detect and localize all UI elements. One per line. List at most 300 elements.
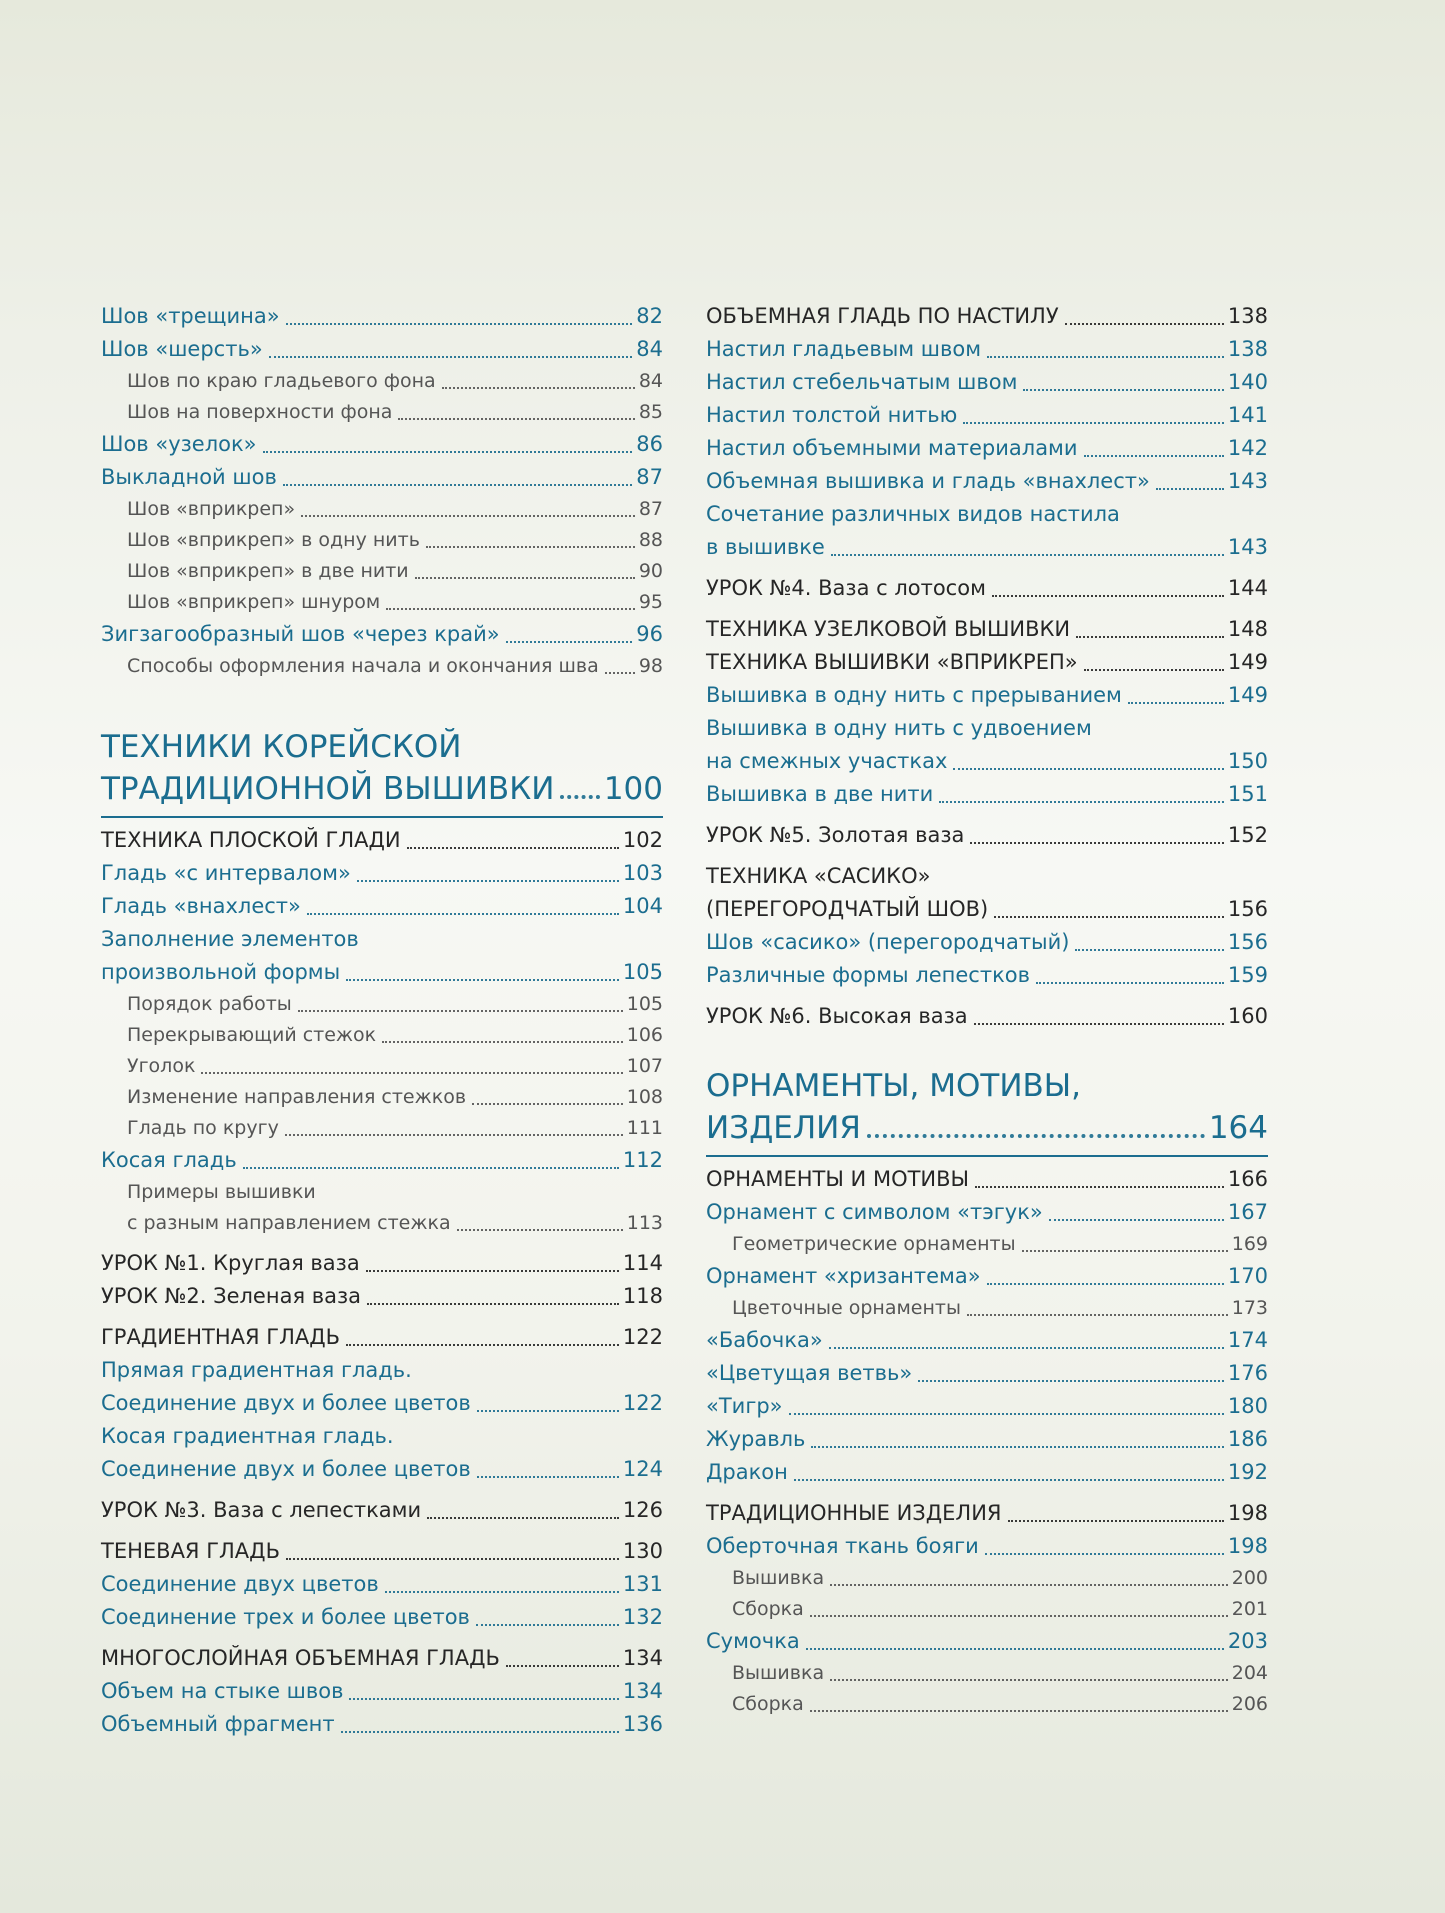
toc-subentry[interactable] — [101, 556, 663, 587]
entry-title: Объемный фрагмент — [101, 1712, 335, 1736]
page-number: 149 — [1227, 683, 1268, 707]
toc-subentry[interactable] — [706, 1563, 1268, 1594]
leader-dots — [1022, 1250, 1228, 1252]
toc-entry[interactable] — [706, 926, 1268, 959]
toc-lesson-entry[interactable] — [101, 1494, 663, 1527]
entry-title: ТЕХНИКА ПЛОСКОЙ ГЛАДИ — [101, 828, 401, 852]
entry-title: ТРАДИЦИОННЫЕ ИЗДЕЛИЯ — [706, 1501, 1002, 1525]
toc-entry[interactable] — [706, 679, 1268, 712]
page-number: 105 — [626, 993, 663, 1015]
entry-title: УРОК №3. Ваза с лепестками — [101, 1498, 422, 1522]
toc-caps-entry[interactable] — [101, 1642, 663, 1675]
toc-entry[interactable] — [101, 857, 663, 890]
page-number: 105 — [622, 960, 663, 984]
leader-dots — [963, 422, 1224, 424]
section-heading-line: ТЕХНИКИ КОРЕЙСКОЙ — [101, 729, 462, 765]
leader-dots — [1156, 488, 1224, 490]
leader-dots — [830, 1679, 1228, 1681]
leader-dots — [367, 1303, 619, 1305]
entry-title: Сумочка — [706, 1629, 800, 1653]
entry-title: Выкладной шов — [101, 465, 277, 489]
entry-title: в вышивке — [706, 535, 825, 559]
entry-title: Косая гладь — [101, 1148, 237, 1172]
toc-subentry[interactable] — [101, 494, 663, 525]
toc-group — [706, 1196, 1268, 1489]
leader-dots — [1084, 455, 1224, 457]
page-number: 111 — [626, 1117, 663, 1139]
toc-group — [706, 926, 1268, 992]
entry-title: УРОК №4. Ваза с лотосом — [706, 576, 986, 600]
entry-title: Орнамент «хризантема» — [706, 1264, 981, 1288]
toc-entry[interactable] — [706, 1390, 1268, 1423]
toc-subentry[interactable] — [101, 651, 663, 682]
entry-title: Соединение двух и более цветов — [101, 1391, 471, 1415]
section-heading — [706, 1065, 1268, 1149]
entry-title-line[interactable]: Примеры вышивки — [127, 1181, 316, 1203]
entry-title: МНОГОСЛОЙНАЯ ОБЪЕМНАЯ ГЛАДЬ — [101, 1646, 500, 1670]
leader-dots — [985, 1553, 1224, 1555]
entry-title: Геометрические орнаменты — [732, 1233, 1016, 1255]
leader-dots — [1065, 323, 1224, 325]
page-number: 131 — [622, 1572, 663, 1596]
page-number: 85 — [638, 401, 663, 423]
page-number: 138 — [1227, 304, 1268, 328]
entry-title: Вышивка в две нити — [706, 782, 934, 806]
entry-title: Дракон — [706, 1460, 788, 1484]
leader-dots — [975, 1186, 1224, 1188]
leader-dots — [830, 1584, 1228, 1586]
leader-dots — [974, 1023, 1224, 1025]
toc-entry[interactable] — [101, 461, 663, 494]
page-number: 95 — [638, 591, 663, 613]
toc-subentry[interactable] — [101, 1208, 663, 1239]
page-number: 86 — [636, 432, 663, 456]
leader-dots — [286, 323, 633, 325]
page-number: 87 — [638, 498, 663, 520]
section-heading-title: ТРАДИЦИОННОЙ ВЫШИВКИ — [101, 771, 555, 807]
entry-title: Шов «вприкреп» в две нити — [127, 560, 409, 582]
entry-title-line[interactable]: Прямая градиентная гладь. — [101, 1358, 412, 1382]
toc-subentry[interactable] — [706, 1229, 1268, 1260]
toc-entry[interactable] — [101, 1601, 663, 1634]
toc-entry[interactable] — [706, 1357, 1268, 1390]
leader-dots — [953, 768, 1224, 770]
toc-entry[interactable] — [101, 1708, 663, 1741]
page-number: 106 — [626, 1024, 663, 1046]
page-number: 124 — [622, 1457, 663, 1481]
entry-title: Шов на поверхности фона — [127, 401, 393, 423]
leader-dots — [1023, 389, 1223, 391]
page-number: 138 — [1227, 337, 1268, 361]
entry-title: Вышивка — [732, 1662, 825, 1684]
leader-dots — [283, 484, 632, 486]
toc-subentry[interactable] — [101, 587, 663, 618]
toc-subentry[interactable] — [101, 989, 663, 1020]
leader-dots — [1075, 949, 1223, 951]
toc-entry[interactable] — [706, 432, 1268, 465]
toc-group — [101, 1675, 663, 1741]
page-number: 113 — [626, 1212, 663, 1234]
entry-title: Перекрывающий стежок — [127, 1024, 377, 1046]
toc-entry[interactable] — [706, 778, 1268, 811]
leader-dots — [1128, 702, 1224, 704]
entry-title: Порядок работы — [127, 993, 292, 1015]
page-number: 159 — [1227, 963, 1268, 987]
leader-dots — [918, 1380, 1224, 1382]
page-number: 126 — [622, 1498, 663, 1522]
entry-title: ОРНАМЕНТЫ И МОТИВЫ — [706, 1167, 970, 1191]
leader-dots — [1036, 982, 1224, 984]
leader-dots — [560, 795, 599, 799]
toc-lesson-entry[interactable] — [706, 572, 1268, 605]
toc-subentry[interactable] — [101, 1051, 663, 1082]
entry-title: Шов «шерсть» — [101, 337, 263, 361]
page-number: 88 — [638, 529, 663, 551]
leader-dots — [605, 672, 635, 674]
entry-title: Гладь «с интервалом» — [101, 861, 351, 885]
page-number: 198 — [1227, 1534, 1268, 1558]
toc-caps-entry[interactable] — [706, 1497, 1268, 1530]
entry-title: ОБЪЕМНАЯ ГЛАДЬ ПО НАСТИЛУ — [706, 304, 1059, 328]
section-heading — [101, 726, 663, 810]
entry-title: «Цветущая ветвь» — [706, 1361, 913, 1385]
page-number: 203 — [1227, 1629, 1268, 1653]
entry-title: Различные формы лепестков — [706, 963, 1030, 987]
page-number: 200 — [1231, 1567, 1268, 1589]
toc-subentry[interactable] — [101, 1082, 663, 1113]
page-number: 132 — [622, 1605, 663, 1629]
leader-dots — [789, 1413, 1224, 1415]
leader-dots — [506, 1665, 619, 1667]
page-number: 140 — [1227, 370, 1268, 394]
divider-rule — [101, 816, 663, 818]
toc-caps-entry[interactable] — [706, 1163, 1268, 1196]
leader-dots — [301, 515, 635, 517]
entry-title: УРОК №1. Круглая ваза — [101, 1251, 360, 1275]
page-number: 122 — [622, 1325, 663, 1349]
entry-title: Шов «вприкреп» — [127, 498, 296, 520]
section-heading-entry[interactable] — [706, 1107, 1268, 1149]
toc-entry[interactable] — [101, 428, 663, 461]
toc-caps-entry[interactable] — [706, 300, 1268, 333]
toc-subentry[interactable] — [706, 1658, 1268, 1689]
leader-dots — [386, 608, 635, 610]
divider-rule — [706, 1155, 1268, 1157]
section-heading-line: ОРНАМЕНТЫ, МОТИВЫ, — [706, 1068, 1081, 1104]
page-number: 136 — [622, 1712, 663, 1736]
toc-subentry[interactable] — [101, 397, 663, 428]
leader-dots — [285, 1134, 623, 1136]
toc-group — [101, 300, 663, 682]
entry-title: Уголок — [127, 1055, 196, 1077]
entry-title: Гладь по кругу — [127, 1117, 279, 1139]
toc-subentry[interactable] — [706, 1594, 1268, 1625]
leader-dots — [407, 847, 619, 849]
entry-title: Шов «трещина» — [101, 304, 280, 328]
entry-title: Цветочные орнаменты — [732, 1297, 961, 1319]
entry-title: (ПЕРЕГОРОДЧАТЫЙ ШОВ) — [706, 897, 989, 921]
toc-subentry[interactable] — [706, 1689, 1268, 1720]
page-number: 180 — [1227, 1394, 1268, 1418]
entry-title: на смежных участках — [706, 749, 948, 773]
leader-dots — [349, 1698, 618, 1700]
leader-dots — [970, 842, 1224, 844]
page-number: 167 — [1227, 1200, 1268, 1224]
toc-entry[interactable] — [101, 1387, 663, 1420]
entry-title: Вышивка в одну нить с прерыванием — [706, 683, 1122, 707]
entry-title: Объем на стыке швов — [101, 1679, 344, 1703]
leader-dots — [243, 1167, 619, 1169]
leader-dots — [810, 1710, 1228, 1712]
entry-title: ТЕХНИКА УЗЕЛКОВОЙ ВЫШИВКИ — [706, 617, 1071, 641]
toc-entry[interactable] — [101, 300, 663, 333]
leader-dots — [477, 1476, 619, 1478]
entry-title: Настил гладьевым швом — [706, 337, 982, 361]
entry-title: Соединение трех и более цветов — [101, 1605, 470, 1629]
page-number: 100 — [603, 771, 663, 807]
toc-group — [706, 333, 1268, 498]
toc-entry[interactable] — [706, 1423, 1268, 1456]
page-number: 96 — [636, 622, 663, 646]
toc-subentry[interactable] — [101, 525, 663, 556]
page-number: 143 — [1227, 535, 1268, 559]
entry-title: Соединение двух цветов — [101, 1572, 379, 1596]
entry-title: ГРАДИЕНТНАЯ ГЛАДЬ — [101, 1325, 341, 1349]
toc-entry[interactable] — [706, 1456, 1268, 1489]
toc-lesson-entry[interactable] — [101, 1280, 663, 1313]
leader-dots — [346, 1344, 619, 1346]
leader-dots — [415, 577, 635, 579]
toc-entry[interactable] — [706, 959, 1268, 992]
page-number: 141 — [1227, 403, 1268, 427]
toc-entry[interactable] — [706, 1530, 1268, 1563]
toc-entry[interactable] — [706, 745, 1268, 778]
page-number: 118 — [622, 1284, 663, 1308]
page-number: 87 — [636, 465, 663, 489]
page-number: 169 — [1231, 1233, 1268, 1255]
toc-entry[interactable] — [706, 1324, 1268, 1357]
leader-dots — [867, 1134, 1205, 1138]
entry-title: Настил объемными материалами — [706, 436, 1078, 460]
toc-entry[interactable] — [101, 1675, 663, 1708]
entry-title-line[interactable]: ТЕХНИКА «САСИКО» — [706, 864, 931, 888]
toc-entry[interactable] — [101, 1453, 663, 1486]
toc-subentry[interactable] — [101, 1113, 663, 1144]
page-number: 84 — [638, 370, 663, 392]
page-number: 151 — [1227, 782, 1268, 806]
section-heading-title: ИЗДЕЛИЯ — [706, 1110, 861, 1146]
leader-dots — [382, 1041, 623, 1043]
page-number: 102 — [622, 828, 663, 852]
entry-title: УРОК №6. Высокая ваза — [706, 1004, 968, 1028]
entry-title: Вышивка — [732, 1567, 825, 1589]
entry-title: Изменение направления стежков — [127, 1086, 467, 1108]
leader-dots — [346, 979, 619, 981]
page-number: 174 — [1227, 1328, 1268, 1352]
page-number: 90 — [638, 560, 663, 582]
page-number: 148 — [1227, 617, 1268, 641]
leader-dots — [341, 1731, 619, 1733]
toc-entry[interactable] — [101, 890, 663, 923]
toc-entry[interactable] — [101, 333, 663, 366]
leader-dots — [426, 546, 635, 548]
page-number: 186 — [1227, 1427, 1268, 1451]
page-number: 176 — [1227, 1361, 1268, 1385]
page-number: 192 — [1227, 1460, 1268, 1484]
toc-entry[interactable] — [706, 333, 1268, 366]
page-number: 149 — [1227, 650, 1268, 674]
toc-entry[interactable] — [706, 1196, 1268, 1229]
leader-dots — [811, 1446, 1223, 1448]
leader-dots — [831, 554, 1224, 556]
leader-dots — [357, 880, 619, 882]
page-number: 170 — [1227, 1264, 1268, 1288]
leader-dots — [427, 1517, 619, 1519]
page-number: 143 — [1227, 469, 1268, 493]
page-number: 164 — [1208, 1110, 1268, 1146]
leader-dots — [1084, 669, 1224, 671]
leader-dots — [477, 1410, 619, 1412]
leader-dots — [269, 356, 633, 358]
leader-dots — [967, 1314, 1228, 1316]
entry-title: «Тигр» — [706, 1394, 783, 1418]
toc-lesson-entry[interactable] — [706, 1000, 1268, 1033]
entry-title: Журавль — [706, 1427, 806, 1451]
leader-dots — [987, 356, 1224, 358]
leader-dots — [366, 1270, 619, 1272]
page-number: 156 — [1227, 930, 1268, 954]
toc-entry[interactable] — [706, 366, 1268, 399]
leader-dots — [472, 1103, 623, 1105]
entry-title: Настил стебельчатым швом — [706, 370, 1018, 394]
leader-dots — [385, 1591, 619, 1593]
entry-title: ТЕХНИКА ВЫШИВКИ «ВПРИКРЕП» — [706, 650, 1078, 674]
page-number: 114 — [622, 1251, 663, 1275]
page-number: 204 — [1231, 1662, 1268, 1684]
entry-title: Настил толстой нитью — [706, 403, 958, 427]
leader-dots — [794, 1479, 1224, 1481]
toc-subentry[interactable] — [101, 1020, 663, 1051]
page-number: 134 — [622, 1679, 663, 1703]
page-number: 122 — [622, 1391, 663, 1415]
toc-lesson-entry[interactable] — [706, 819, 1268, 852]
toc-group — [101, 1247, 663, 1313]
leader-dots — [994, 916, 1224, 918]
page-number: 84 — [636, 337, 663, 361]
toc-subentry[interactable] — [706, 1293, 1268, 1324]
leader-dots — [298, 1010, 623, 1012]
toc-caps-entry[interactable] — [101, 824, 663, 857]
leader-dots — [1049, 1219, 1224, 1221]
toc-subentry[interactable] — [101, 366, 663, 397]
entry-title: Оберточная ткань бояги — [706, 1534, 979, 1558]
page-number: 156 — [1227, 897, 1268, 921]
entry-title: ТЕНЕВАЯ ГЛАДЬ — [101, 1539, 280, 1563]
page-number: 104 — [622, 894, 663, 918]
entry-title: Гладь «внахлест» — [101, 894, 301, 918]
page-number: 150 — [1227, 749, 1268, 773]
toc-caps-entry[interactable] — [101, 1535, 663, 1568]
toc-entry[interactable] — [101, 1144, 663, 1177]
toc-group — [706, 1530, 1268, 1720]
entry-title: Шов по краю гладьевого фона — [127, 370, 436, 392]
leader-dots — [829, 1347, 1224, 1349]
entry-title: УРОК №5. Золотая ваза — [706, 823, 965, 847]
page-number: 142 — [1227, 436, 1268, 460]
entry-title-line[interactable]: Косая градиентная гладь. — [101, 1424, 394, 1448]
leader-dots — [506, 641, 633, 643]
page-number: 98 — [638, 655, 663, 677]
toc-caps-entry[interactable] — [706, 646, 1268, 679]
page-number: 112 — [622, 1148, 663, 1172]
toc-caps-entry[interactable] — [706, 613, 1268, 646]
page-number: 198 — [1227, 1501, 1268, 1525]
entry-title-line[interactable]: Заполнение элементов — [101, 927, 359, 951]
page-number: 134 — [622, 1646, 663, 1670]
toc-entry[interactable] — [101, 1568, 663, 1601]
leader-dots — [286, 1558, 619, 1560]
entry-title: Орнамент с символом «тэгук» — [706, 1200, 1043, 1224]
entry-title: Шов «вприкреп» шнуром — [127, 591, 381, 613]
page-number: 206 — [1231, 1693, 1268, 1715]
toc-entry[interactable] — [706, 1260, 1268, 1293]
toc-left-column — [101, 300, 663, 1741]
toc-entry[interactable] — [706, 1625, 1268, 1658]
page-number: 107 — [626, 1055, 663, 1077]
leader-dots — [1008, 1520, 1224, 1522]
toc-entry[interactable] — [706, 465, 1268, 498]
entry-title-line[interactable]: Вышивка в одну нить с удвоением — [706, 716, 1092, 740]
leader-dots — [398, 418, 634, 420]
entry-title: Шов «сасико» (перегородчатый) — [706, 930, 1070, 954]
toc-entry[interactable] — [101, 956, 663, 989]
leader-dots — [201, 1072, 622, 1074]
leader-dots — [263, 451, 633, 453]
toc-caps-entry[interactable] — [101, 1321, 663, 1354]
entry-title: УРОК №2. Зеленая ваза — [101, 1284, 362, 1308]
toc-group — [101, 1568, 663, 1634]
entry-title: Соединение двух и более цветов — [101, 1457, 471, 1481]
entry-title-line[interactable]: Сочетание различных видов настила — [706, 502, 1120, 526]
page-number: 130 — [622, 1539, 663, 1563]
toc-caps-entry[interactable] — [706, 893, 1268, 926]
entry-title: Объемная вышивка и гладь «внахлест» — [706, 469, 1150, 493]
page-number: 160 — [1227, 1004, 1268, 1028]
leader-dots — [1076, 636, 1224, 638]
toc-entry[interactable] — [706, 531, 1268, 564]
page-number: 166 — [1227, 1167, 1268, 1191]
page-number: 144 — [1227, 576, 1268, 600]
page-number: 103 — [622, 861, 663, 885]
leader-dots — [806, 1648, 1224, 1650]
entry-title: Шов «вприкреп» в одну нить — [127, 529, 420, 551]
toc-group — [101, 989, 663, 1144]
toc-lesson-entry[interactable] — [101, 1247, 663, 1280]
leader-dots — [992, 595, 1224, 597]
leader-dots — [307, 913, 619, 915]
entry-title: «Бабочка» — [706, 1328, 823, 1352]
section-heading-entry[interactable] — [101, 768, 663, 810]
entry-title: Зигзагообразный шов «через край» — [101, 622, 500, 646]
page-number: 152 — [1227, 823, 1268, 847]
toc-entry[interactable] — [706, 399, 1268, 432]
toc-group — [101, 857, 663, 923]
leader-dots — [939, 801, 1224, 803]
toc-entry[interactable] — [101, 618, 663, 651]
leader-dots — [987, 1283, 1224, 1285]
leader-dots — [810, 1615, 1228, 1617]
entry-title: произвольной формы — [101, 960, 341, 984]
